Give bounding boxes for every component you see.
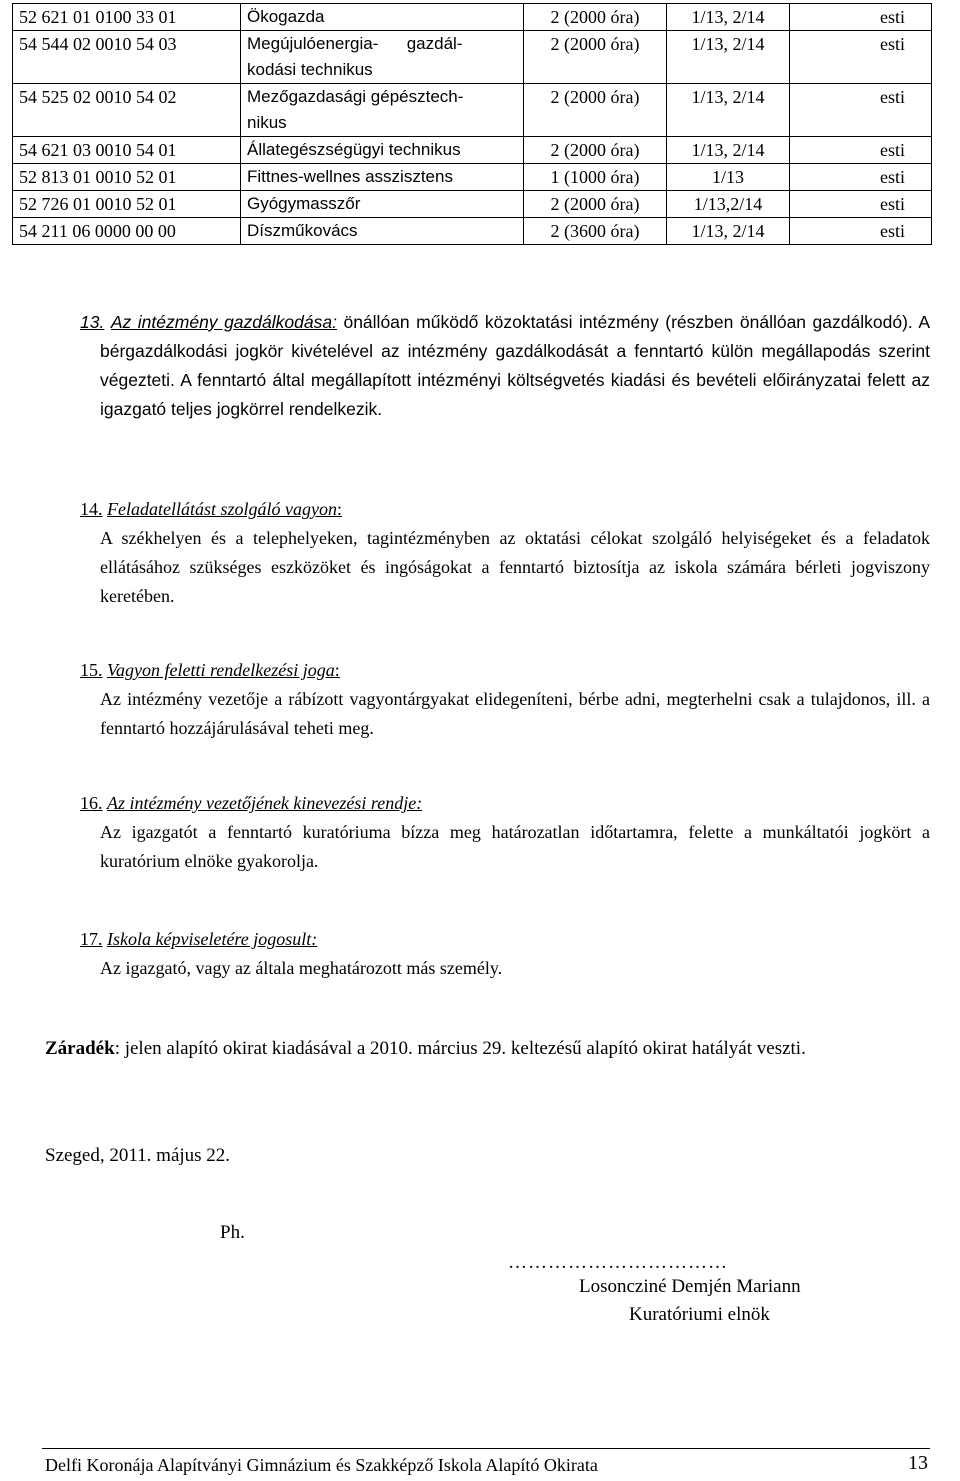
classes-cell: 1/13	[667, 164, 790, 191]
hours-cell: 2 (3600 óra)	[524, 218, 667, 245]
name-line: Mezőgazdasági gépésztech-	[247, 87, 464, 106]
table-row	[13, 218, 932, 245]
hours-cell: 2 (2000 óra)	[524, 191, 667, 218]
signature-line: ……………………………	[508, 1252, 728, 1273]
closing-clause	[45, 1034, 925, 1063]
table-row	[13, 31, 932, 84]
classes-cell: 1/13,2/14	[667, 191, 790, 218]
training-table	[12, 3, 932, 245]
hours-cell: 2 (2000 óra)	[524, 4, 667, 31]
code-cell: 52 621 01 0100 33 01	[13, 4, 241, 31]
section-17-heading	[80, 924, 930, 954]
table-row	[13, 84, 932, 137]
name-line: Fittnes-wellnes asszisztens	[247, 167, 453, 186]
mode-cell: esti	[790, 31, 932, 84]
section-16-number: 16.	[80, 793, 103, 813]
section-16-text: Az igazgatót a fenntartó kuratóriuma bízza meg határozatlan időtartamra, felette a munkáltatói jogkört a kuratórium elnöke gyakorolja.	[100, 822, 930, 871]
name-cell	[241, 31, 524, 84]
table-row	[13, 164, 932, 191]
hours-cell: 2 (2000 óra)	[524, 137, 667, 164]
table-row	[13, 4, 932, 31]
section-15	[80, 655, 930, 743]
signatory-name: Losoncziné Demjén Mariann	[579, 1276, 801, 1297]
code-cell: 54 621 03 0010 54 01	[13, 137, 241, 164]
mode-cell: esti	[790, 4, 932, 31]
name-line: Gyógymasszőr	[247, 194, 361, 213]
section-17-number: 17.	[80, 929, 103, 949]
mode-cell: esti	[790, 84, 932, 137]
mode-cell: esti	[790, 164, 932, 191]
name-cell	[241, 191, 524, 218]
footer-divider	[42, 1448, 930, 1449]
footer-title: Delfi Koronája Alapítványi Gimnázium és Szakképző Iskola Alapító Okirata	[45, 1455, 598, 1475]
name-line: kodási technikus	[247, 60, 373, 79]
mode-cell: esti	[790, 218, 932, 245]
code-cell: 54 525 02 0010 54 02	[13, 84, 241, 137]
section-13	[80, 308, 930, 424]
table-row	[13, 137, 932, 164]
section-14-title: Feladatellátást szolgáló vagyon	[107, 499, 337, 519]
classes-cell: 1/13, 2/14	[667, 4, 790, 31]
section-15-number: 15.	[80, 660, 103, 680]
signatory-role: Kuratóriumi elnök	[629, 1304, 770, 1325]
name-cell	[241, 84, 524, 137]
section-15-title: Vagyon feletti rendelkezési joga	[107, 660, 335, 680]
table-body	[13, 4, 932, 245]
code-cell: 54 211 06 0000 00 00	[13, 218, 241, 245]
hours-cell: 2 (2000 óra)	[524, 31, 667, 84]
section-13-paragraph	[80, 308, 930, 424]
section-14-heading	[80, 494, 930, 524]
code-cell: 54 544 02 0010 54 03	[13, 31, 241, 84]
section-16-heading	[80, 788, 930, 818]
table-row	[13, 191, 932, 218]
classes-cell: 1/13, 2/14	[667, 84, 790, 137]
section-17-title: Iskola képviseletére jogosult:	[107, 929, 318, 949]
section-13-number: 13.	[80, 312, 105, 332]
code-cell: 52 813 01 0010 52 01	[13, 164, 241, 191]
classes-cell: 1/13, 2/14	[667, 218, 790, 245]
page-number: 13	[908, 1452, 928, 1474]
closing-clause-text: : jelen alapító okirat kiadásával a 2010. március 29. keltezésű alapító okirat hatályát veszti.	[114, 1038, 806, 1059]
mode-cell: esti	[790, 191, 932, 218]
section-13-title: Az intézmény gazdálkodása:	[110, 312, 337, 332]
stamp-placeholder: Ph.	[220, 1222, 245, 1243]
name-cell	[241, 4, 524, 31]
section-15-heading	[80, 655, 930, 685]
classes-cell: 1/13, 2/14	[667, 31, 790, 84]
name-cell	[241, 164, 524, 191]
code-cell: 52 726 01 0010 52 01	[13, 191, 241, 218]
section-16-title: Az intézmény vezetőjének kinevezési rendje:	[107, 793, 423, 813]
name-line: nikus	[247, 113, 287, 132]
name-line: Megújulóenergia- gazdál-	[247, 34, 463, 53]
section-15-colon: :	[334, 660, 340, 680]
place-date: Szeged, 2011. május 22.	[45, 1145, 231, 1166]
name-line: Ökogazda	[247, 7, 325, 26]
section-16	[80, 788, 930, 876]
section-14	[80, 494, 930, 611]
name-line: Állategészségügyi technikus	[247, 140, 461, 159]
name-line: Díszműkovács	[247, 221, 358, 240]
section-15-text: Az intézmény vezetője a rábízott vagyontárgyakat elidegeníteni, bérbe adni, megterhelni csak a tulajdonos, ill. a fenntartó hozzájárulásával teheti meg.	[100, 689, 930, 738]
mode-cell: esti	[790, 137, 932, 164]
name-cell	[241, 137, 524, 164]
hours-cell: 2 (2000 óra)	[524, 84, 667, 137]
section-13-text: önállóan működő közoktatási intézmény (részben önállóan gazdálkodó). A bérgazdálkodási jogkör kivételével az intézmény gazdálkodását a fenntartó külön megállapodás szerint végezteti. A fenntartó által megállapított intézményi költségvetés kiadási és bevételi előirányzatai felett az igazgató teljes jogkörrel rendelkezik.	[100, 312, 930, 419]
closing-clause-label: Záradék	[45, 1038, 115, 1059]
section-14-colon: :	[336, 499, 342, 519]
classes-cell: 1/13, 2/14	[667, 137, 790, 164]
section-14-number: 14.	[80, 499, 103, 519]
section-17	[80, 924, 930, 983]
section-17-text: Az igazgató, vagy az általa meghatározott más személy.	[100, 958, 503, 978]
name-cell	[241, 218, 524, 245]
hours-cell: 1 (1000 óra)	[524, 164, 667, 191]
section-14-text: A székhelyen és a telephelyeken, tagintézményben az oktatási célokat szolgáló helyiségeket és a feladatok ellátásához szükséges eszközöket és ingóságokat a fenntartó biztosítja az iskola számára bérleti jogviszony keretében.	[100, 528, 930, 606]
